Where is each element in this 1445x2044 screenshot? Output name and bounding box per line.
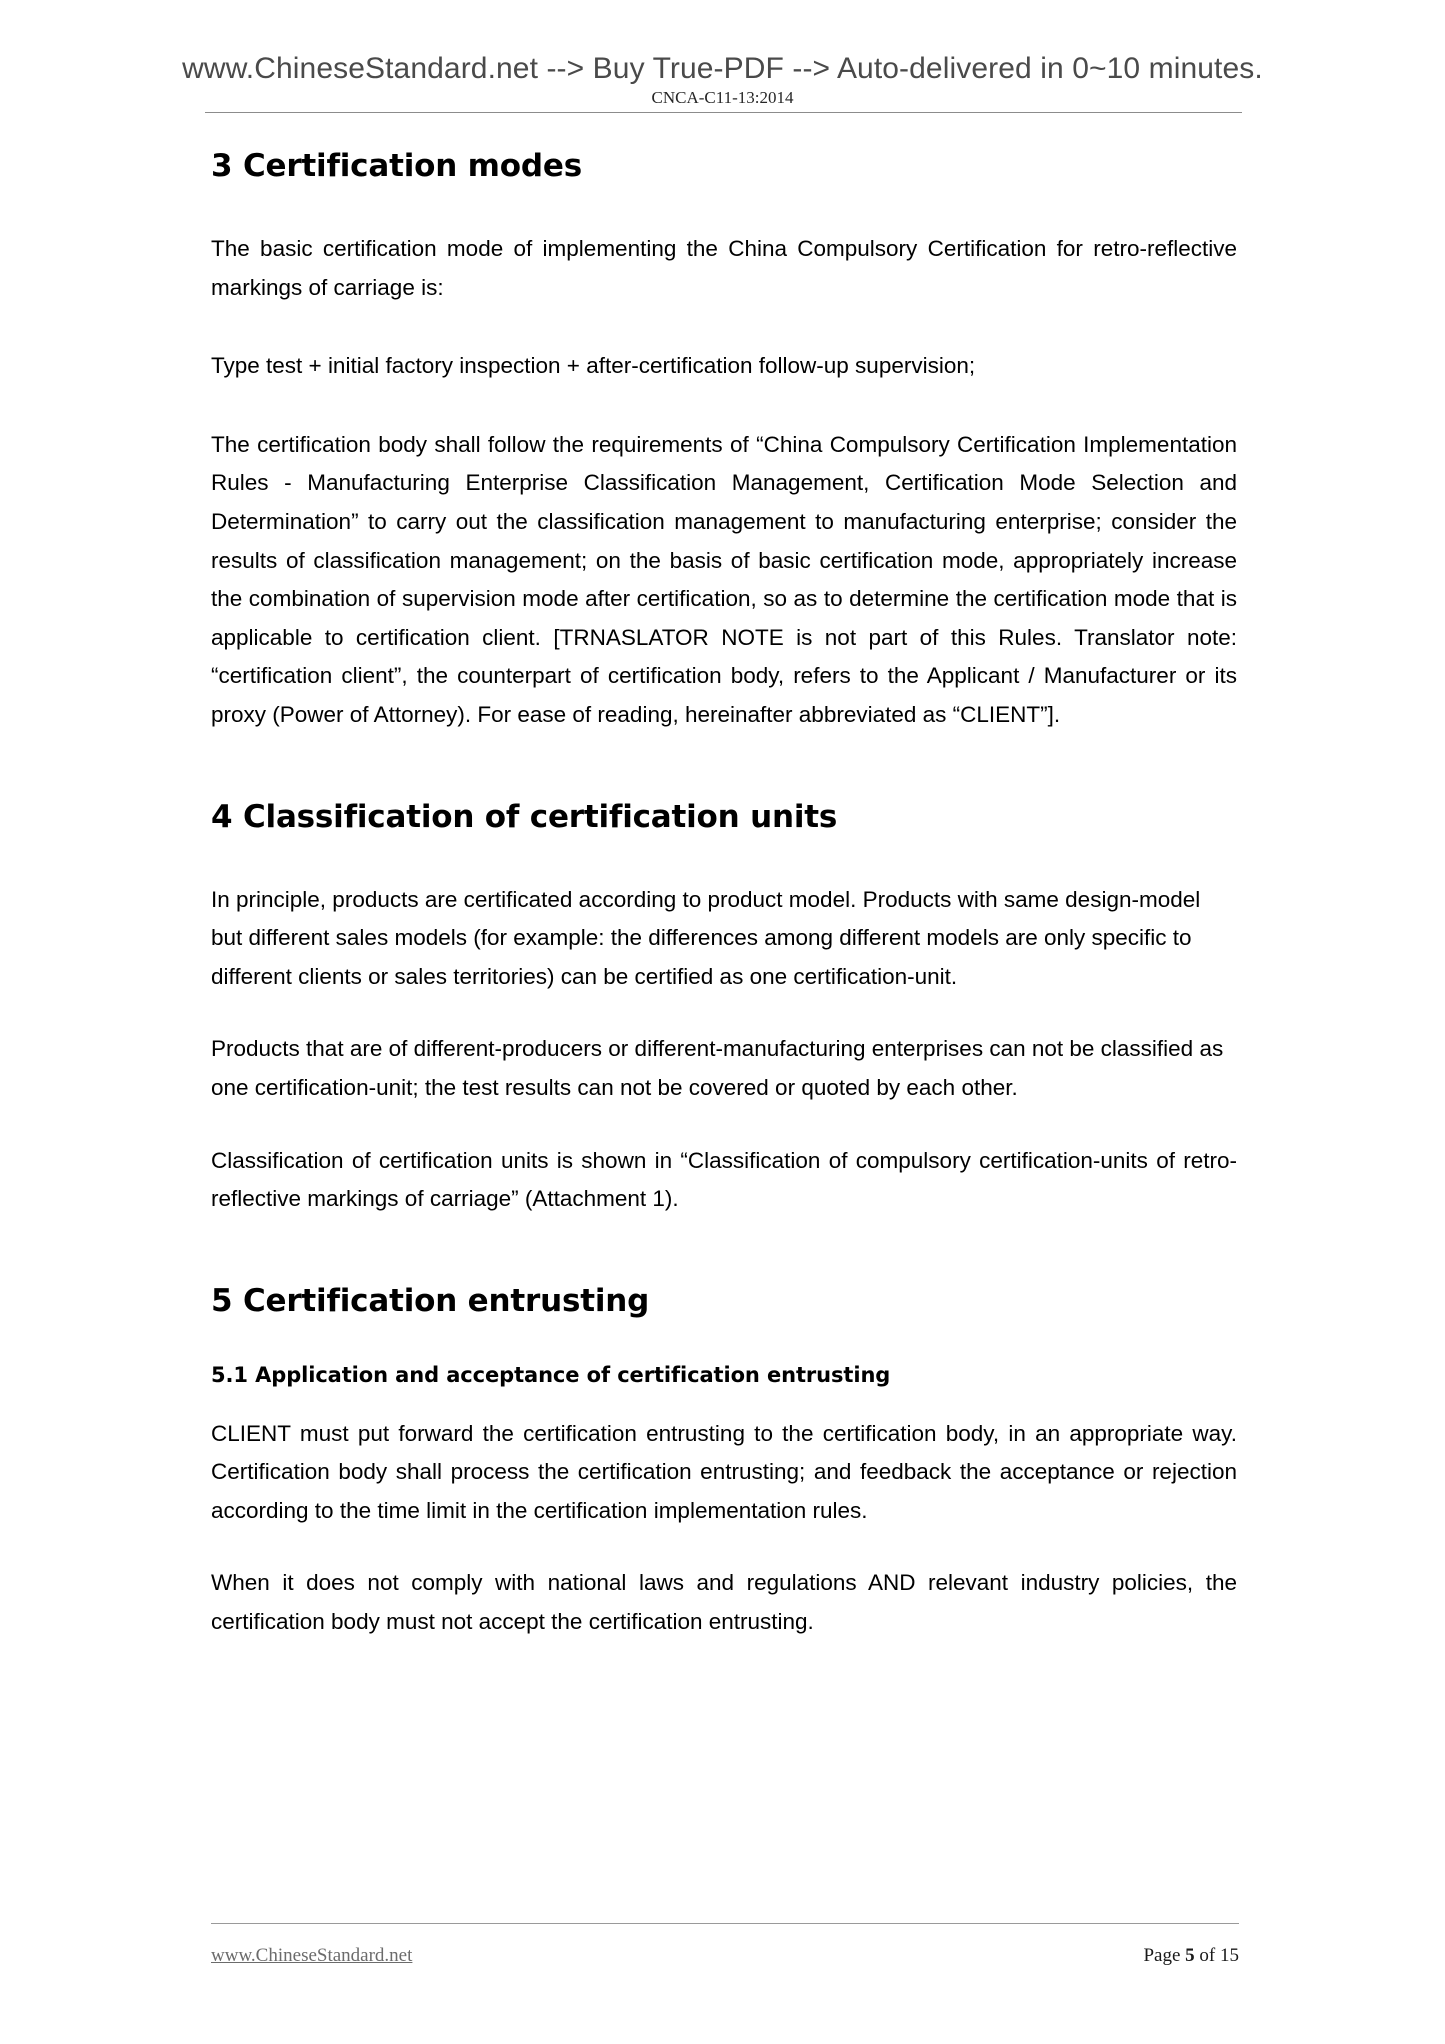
section-5-1-heading: 5.1 Application and acceptance of certification entrusting [211, 1362, 891, 1387]
footer-site-link[interactable]: www.ChineseStandard.net [211, 1945, 413, 1966]
spacer [211, 1108, 1237, 1142]
footer-divider [211, 1923, 1239, 1924]
spacer [211, 1219, 1237, 1281]
spacer [211, 307, 1237, 347]
spacer [211, 386, 1237, 426]
spacer [211, 1530, 1237, 1564]
header-divider [205, 112, 1242, 113]
page-footer [211, 1944, 1239, 1974]
spacer [211, 735, 1237, 797]
footer-page-indicator [1143, 1944, 1239, 1968]
spacer [211, 996, 1237, 1030]
section-3-paragraph-1: The basic certification mode of implementing the China Compulsory Certification for retro-reflective markings of carriage is: [211, 236, 1237, 300]
section-4-paragraph-2: Products that are of different-producers or different-manufacturing enterprises can not be classified as one certification-unit; the test results can not be covered or quoted by each other. [211, 1036, 1224, 1100]
section-5-paragraph-1: CLIENT must put forward the certification entrusting to the certification body, in an appropriate way. Certification body shall process the certification entrusting; and feedback the acceptance or rejection according to the time limit in the certification implementation rules. [211, 1420, 1237, 1523]
spacer [211, 186, 1237, 230]
page-total: 15 [1220, 1945, 1239, 1966]
spacer [211, 1389, 1237, 1415]
promo-header-text: www.ChineseStandard.net --> Buy True-PDF --> Auto-delivered in 0~10 minutes. [182, 52, 1263, 85]
spacer [211, 837, 1237, 881]
spacer [211, 1321, 1237, 1361]
section-4-heading: 4 Classification of certification units [211, 798, 838, 835]
page-number: 5 [1185, 1945, 1195, 1966]
section-5-paragraph-2: When it does not comply with national laws and regulations AND relevant industry policies, the certification body must not accept the certification entrusting. [211, 1570, 1237, 1635]
section-4-paragraph-1: In principle, products are certificated according to product model. Products with same design-model but different sales models (for example: the differences among different models are only specific to different clients or sales territories) can be certified as one certification-unit. [211, 886, 1201, 989]
section-3-paragraph-2: Type test + initial factory inspection + after-certification follow-up supervision; [211, 353, 976, 379]
section-3-paragraph-3: The certification body shall follow the requirements of “China Compulsory Certification Implementation Rules - Manufacturing Enterprise Classification Management, Certification Mode Selection and Determination” to carry out the classification management to manufacturing enterprise; consider the results of classification management; on the basis of basic certification mode, appropriately increase the combination of supervision mode after certification, so as to determine the certification mode that is applicable to certification client. [TRNASLATOR NOTE is not part of this Rules. Translator note: “certification client”, the counterpart of certification body, refers to the Applicant / Manufacturer or its proxy (Power of Attorney). For ease of reading, hereinafter abbreviated as “CLIENT”]. [211, 431, 1237, 727]
section-4-paragraph-3: Classification of certification units is shown in “Classification of compulsory certification-units of retro-reflective markings of carriage” (Attachment 1). [211, 1147, 1237, 1212]
page-label-middle: of [1194, 1945, 1220, 1966]
section-3-heading: 3 Certification modes [211, 148, 582, 184]
document-code: CNCA-C11-13:2014 [651, 88, 794, 107]
document-content [211, 146, 1237, 1642]
section-5-heading: 5 Certification entrusting [211, 1282, 650, 1319]
page-label-prefix: Page [1143, 1945, 1186, 1966]
